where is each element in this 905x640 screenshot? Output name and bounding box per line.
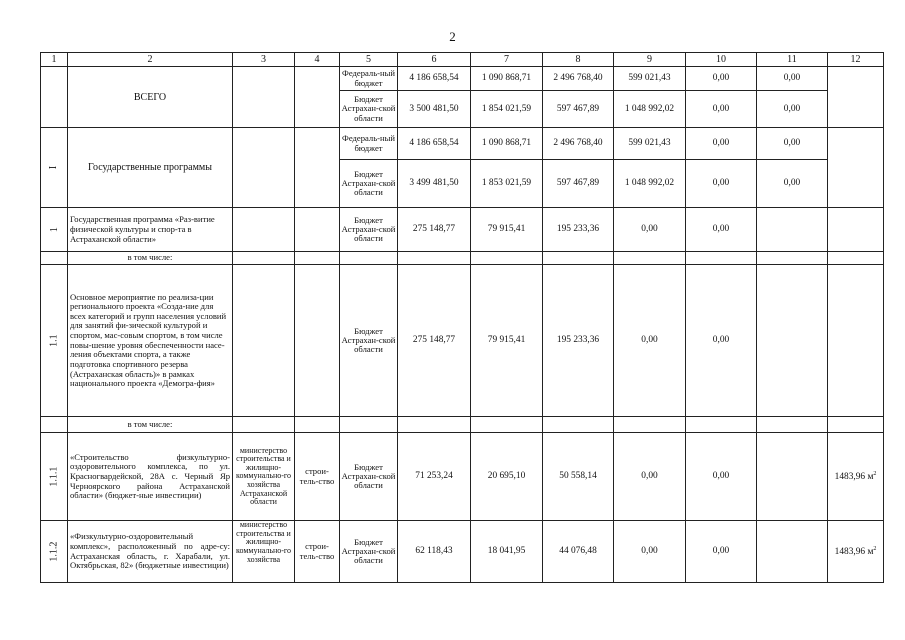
value-cell: 195 233,36 [543,265,614,417]
value-cell: 2 496 768,40 [543,67,614,91]
work-type-cell: строи-тель-ство [295,433,340,521]
header-cell: 10 [686,53,757,67]
value-cell: 1 048 992,02 [614,160,686,208]
empty-cell [686,252,757,265]
empty-cell [295,417,340,433]
value-cell: 0,00 [614,265,686,417]
empty-cell [614,252,686,265]
empty-cell [614,417,686,433]
program-num-cell [41,208,68,252]
value-cell: 50 558,14 [543,433,614,521]
header-cell: 9 [614,53,686,67]
value-cell: 71 253,24 [398,433,471,521]
header-cell: 8 [543,53,614,67]
activity-num-cell [41,265,68,417]
value-cell: 4 186 658,54 [398,128,471,160]
value-cell: 0,00 [614,521,686,583]
capacity-value: 1483,96 м [834,471,874,482]
budget-source: Бюджет Астрахан-ской области [340,160,398,208]
value-cell: 20 695,10 [471,433,543,521]
value-cell: 275 148,77 [398,208,471,252]
value-cell: 1 854 021,59 [471,91,543,128]
value-cell: 0,00 [686,208,757,252]
empty-cell [828,208,884,252]
empty-cell [757,252,828,265]
budget-source: Бюджет Астрахан-ской области [340,433,398,521]
value-cell: 44 076,48 [543,521,614,583]
header-cell: 12 [828,53,884,67]
including-label: в том числе: [68,252,233,265]
empty-cell [233,208,295,252]
value-cell: 0,00 [686,128,757,160]
program-label: Государственная программа «Раз-витие физической культуры и спор-та в Астраханской области» [68,208,233,252]
value-cell: 0,00 [757,91,828,128]
value-cell: 4 186 658,54 [398,67,471,91]
object-label: «Физкультурно-оздоровительный комплекс», расположенный по адре-су: Астраханская область, г. Харабали, ул. Октябрьская, 82» (бюджетные инвестиции) [68,521,233,583]
including-label: в том числе: [68,417,233,433]
value-cell: 1 090 868,71 [471,128,543,160]
empty-cell [757,265,828,417]
budget-table [40,52,884,583]
empty-cell [41,417,68,433]
empty-cell [828,417,884,433]
empty-cell [295,128,340,208]
value-cell: 597 467,89 [543,91,614,128]
activity-row [41,265,884,417]
empty-cell [295,67,340,128]
row-number: 1.1 [48,334,60,347]
value-cell: 1 853 021,59 [471,160,543,208]
empty-cell [295,265,340,417]
value-cell: 0,00 [757,128,828,160]
value-cell: 0,00 [686,433,757,521]
empty-cell [295,208,340,252]
empty-cell [233,417,295,433]
budget-source: Бюджет Астрахан-ской области [340,265,398,417]
gov-row-federal [41,128,884,160]
value-cell: 0,00 [686,91,757,128]
empty-cell [543,417,614,433]
value-cell: 0,00 [757,67,828,91]
object-num-cell [41,433,68,521]
value-cell: 0,00 [757,160,828,208]
total-num-cell [41,67,68,128]
budget-source: Федераль-ный бюджет [340,67,398,91]
activity-label: Основное мероприятие по реализа-ции регионального проекта «Созда-ние для всех категорий и групп населения условий для занятий фи-зической культурой и спортом, мас-совым спортом, в том числе повы-шение уровня обеспеченности насе-ления объектами спорта, а также подготовка спортивного резерва (Астраханская область)» в рамках национального проекта «Демогра-фия» [68,265,233,417]
value-cell: 62 118,43 [398,521,471,583]
object-row [41,433,884,521]
gov-num-cell [41,128,68,208]
empty-cell [828,252,884,265]
value-cell: 0,00 [614,433,686,521]
empty-cell [757,208,828,252]
customer-cell: министерство строительства и жилищно-коммунально-го хозяйства [233,521,295,583]
budget-source: Бюджет Астрахан-ской области [340,208,398,252]
value-cell: 2 496 768,40 [543,128,614,160]
value-cell: 3 500 481,50 [398,91,471,128]
header-cell: 6 [398,53,471,67]
header-cell: 11 [757,53,828,67]
row-number: 1.1.2 [48,541,60,562]
empty-cell [757,417,828,433]
value-cell: 1 090 868,71 [471,67,543,91]
header-cell: 5 [340,53,398,67]
total-row-federal [41,67,884,91]
empty-cell [828,128,884,208]
empty-cell [398,252,471,265]
empty-cell [233,128,295,208]
empty-cell [686,417,757,433]
empty-cell [233,252,295,265]
capacity-superscript: 2 [873,470,877,477]
empty-cell [340,417,398,433]
empty-cell [543,252,614,265]
page-number: 2 [449,29,456,44]
including-row [41,417,884,433]
customer-cell: министерство строительства и жилищно-коммунально-го хозяйства Астраханской области [233,433,295,521]
empty-cell [41,252,68,265]
empty-cell [828,67,884,128]
value-cell: 599 021,43 [614,67,686,91]
row-number: 1 [48,227,60,233]
row-number: I [48,166,60,170]
capacity-cell [828,433,884,521]
capacity-cell [828,521,884,583]
value-cell: 0,00 [686,265,757,417]
capacity-superscript: 2 [873,545,877,552]
value-cell: 18 041,95 [471,521,543,583]
empty-cell [398,417,471,433]
header-cell: 3 [233,53,295,67]
header-cell: 7 [471,53,543,67]
value-cell: 275 148,77 [398,265,471,417]
empty-cell [340,252,398,265]
header-cell: 2 [68,53,233,67]
header-cell: 1 [41,53,68,67]
value-cell: 3 499 481,50 [398,160,471,208]
work-type-cell: строи-тель-ство [295,521,340,583]
value-cell: 79 915,41 [471,265,543,417]
including-row [41,252,884,265]
empty-cell [828,265,884,417]
value-cell: 195 233,36 [543,208,614,252]
value-cell: 0,00 [686,67,757,91]
gov-label: Государственные программы [68,128,233,208]
header-row [41,53,884,67]
value-cell: 597 467,89 [543,160,614,208]
row-number: 1.1.1 [48,466,60,487]
empty-cell [471,252,543,265]
capacity-value: 1483,96 м [834,546,874,557]
value-cell: 1 048 992,02 [614,91,686,128]
budget-source: Бюджет Астрахан-ской области [340,91,398,128]
header-cell: 4 [295,53,340,67]
empty-cell [295,252,340,265]
empty-cell [757,521,828,583]
value-cell: 599 021,43 [614,128,686,160]
object-row [41,521,884,583]
empty-cell [233,265,295,417]
value-cell: 79 915,41 [471,208,543,252]
value-cell: 0,00 [686,160,757,208]
program-row [41,208,884,252]
budget-source: Федераль-ный бюджет [340,128,398,160]
empty-cell [471,417,543,433]
object-num-cell [41,521,68,583]
value-cell: 0,00 [686,521,757,583]
budget-source: Бюджет Астрахан-ской области [340,521,398,583]
total-label: ВСЕГО [68,67,233,128]
object-label: «Строительство физкультурно-оздоровительного комплекса, по ул. Красногвардейской, 28А с. Черный Яр Черноярского района Астраханской области» (бюджет-ные инвестиции) [68,433,233,521]
value-cell: 0,00 [614,208,686,252]
empty-cell [233,67,295,128]
empty-cell [757,433,828,521]
